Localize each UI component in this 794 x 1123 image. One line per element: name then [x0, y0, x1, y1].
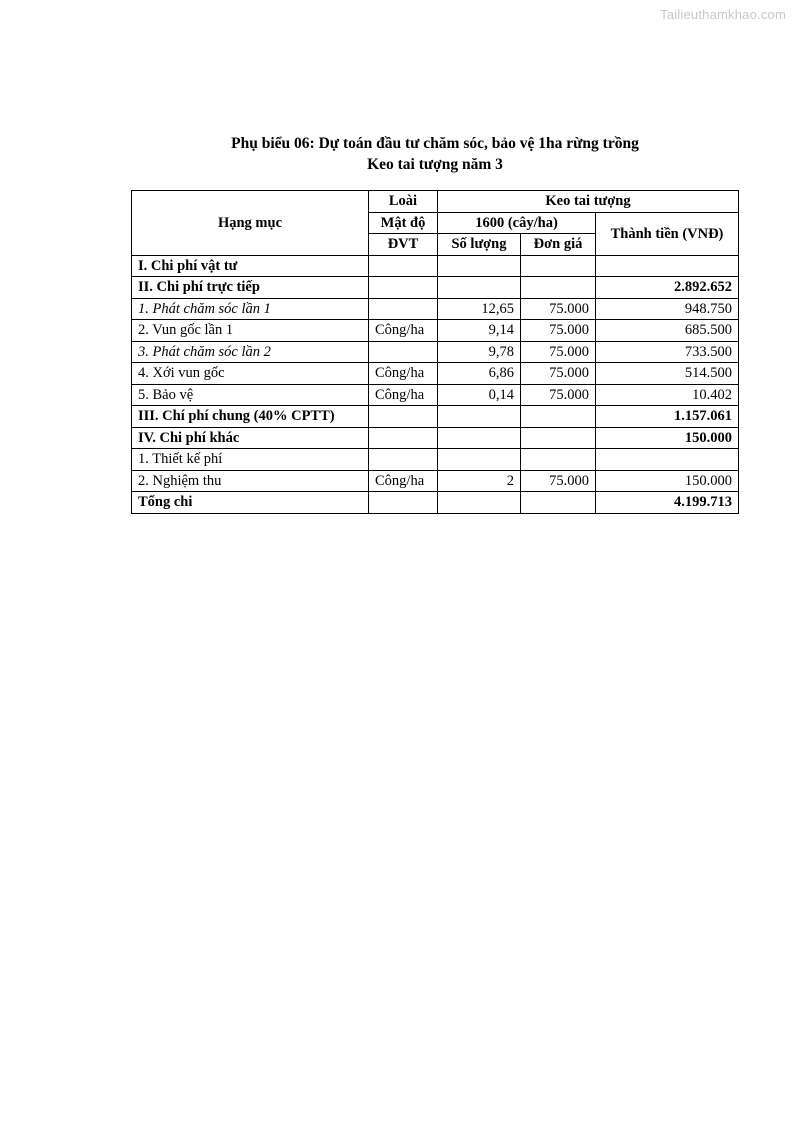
row-unit-price — [521, 492, 596, 514]
row-item-name: 2. Nghiệm thu — [132, 470, 369, 492]
table-row — [132, 298, 739, 320]
row-total: 733.500 — [596, 341, 739, 363]
row-total: 1.157.061 — [596, 406, 739, 428]
row-total: 948.750 — [596, 298, 739, 320]
row-item-name: III. Chí phí chung (40% CPTT) — [132, 406, 369, 428]
table-row — [132, 449, 739, 471]
row-item-name: 1. Phát chăm sóc lần 1 — [132, 298, 369, 320]
header-mat-do: Mật độ — [369, 212, 438, 234]
row-total: 514.500 — [596, 363, 739, 385]
row-unit — [369, 449, 438, 471]
header-mat-do-value: 1600 (cây/ha) — [438, 212, 596, 234]
row-unit-price — [521, 406, 596, 428]
row-unit-price: 75.000 — [521, 363, 596, 385]
header-don-gia: Đơn giá — [521, 234, 596, 256]
row-total: 150.000 — [596, 427, 739, 449]
row-quantity: 12,65 — [438, 298, 521, 320]
row-unit: Công/ha — [369, 320, 438, 342]
header-dvt: ĐVT — [369, 234, 438, 256]
table-row — [132, 277, 739, 299]
watermark-text: Tailieuthamkhao.com — [660, 7, 786, 22]
table-row — [132, 406, 739, 428]
row-unit-price: 75.000 — [521, 298, 596, 320]
row-quantity — [438, 449, 521, 471]
row-quantity — [438, 255, 521, 277]
row-item-name: 5. Bảo vệ — [132, 384, 369, 406]
row-quantity — [438, 492, 521, 514]
row-item-name: 2. Vun gốc lần 1 — [132, 320, 369, 342]
title-line-1: Phụ biểu 06: Dự toán đầu tư chăm sóc, bảo vệ 1ha rừng trồng — [231, 135, 639, 152]
table-row — [132, 255, 739, 277]
row-unit: Công/ha — [369, 470, 438, 492]
row-quantity — [438, 406, 521, 428]
row-unit — [369, 492, 438, 514]
row-total: 4.199.713 — [596, 492, 739, 514]
row-item-name: 3. Phát chăm sóc lần 2 — [132, 341, 369, 363]
row-item-name: II. Chi phí trực tiếp — [132, 277, 369, 299]
table-row — [132, 363, 739, 385]
row-quantity: 2 — [438, 470, 521, 492]
row-unit-price: 75.000 — [521, 320, 596, 342]
row-unit — [369, 255, 438, 277]
header-so-luong: Số lượng — [438, 234, 521, 256]
row-unit — [369, 406, 438, 428]
row-quantity — [438, 277, 521, 299]
row-unit-price: 75.000 — [521, 384, 596, 406]
row-item-name: 4. Xới vun gốc — [132, 363, 369, 385]
row-total — [596, 255, 739, 277]
row-total: 2.892.652 — [596, 277, 739, 299]
table-row — [132, 492, 739, 514]
row-quantity: 9,14 — [438, 320, 521, 342]
row-quantity — [438, 427, 521, 449]
table-row — [132, 320, 739, 342]
row-unit-price — [521, 255, 596, 277]
row-unit-price — [521, 427, 596, 449]
row-unit — [369, 427, 438, 449]
table-body — [132, 255, 739, 513]
header-loai-value: Keo tai tượng — [438, 191, 739, 213]
row-quantity: 9,78 — [438, 341, 521, 363]
row-item-name: IV. Chi phí khác — [132, 427, 369, 449]
document-title — [0, 133, 794, 175]
row-unit: Công/ha — [369, 363, 438, 385]
row-unit-price: 75.000 — [521, 341, 596, 363]
row-unit: Công/ha — [369, 384, 438, 406]
row-total: 150.000 — [596, 470, 739, 492]
row-total: 10.402 — [596, 384, 739, 406]
header-thanh-tien: Thành tiền (VNĐ) — [596, 212, 739, 255]
table-row — [132, 427, 739, 449]
row-item-name: 1. Thiết kế phí — [132, 449, 369, 471]
row-item-name: Tổng chi — [132, 492, 369, 514]
row-item-name: I. Chi phí vật tư — [132, 255, 369, 277]
row-unit-price: 75.000 — [521, 470, 596, 492]
budget-table — [131, 190, 739, 514]
row-unit-price — [521, 277, 596, 299]
row-unit — [369, 298, 438, 320]
table-row — [132, 384, 739, 406]
row-unit — [369, 341, 438, 363]
header-loai: Loài — [369, 191, 438, 213]
table-row — [132, 341, 739, 363]
title-line-2: Keo tai tượng năm 3 — [367, 156, 503, 173]
row-quantity: 6,86 — [438, 363, 521, 385]
row-unit — [369, 277, 438, 299]
table-row — [132, 470, 739, 492]
row-quantity: 0,14 — [438, 384, 521, 406]
table-header — [132, 191, 739, 256]
row-total: 685.500 — [596, 320, 739, 342]
row-total — [596, 449, 739, 471]
row-unit-price — [521, 449, 596, 471]
header-hang-muc: Hạng mục — [132, 191, 369, 256]
